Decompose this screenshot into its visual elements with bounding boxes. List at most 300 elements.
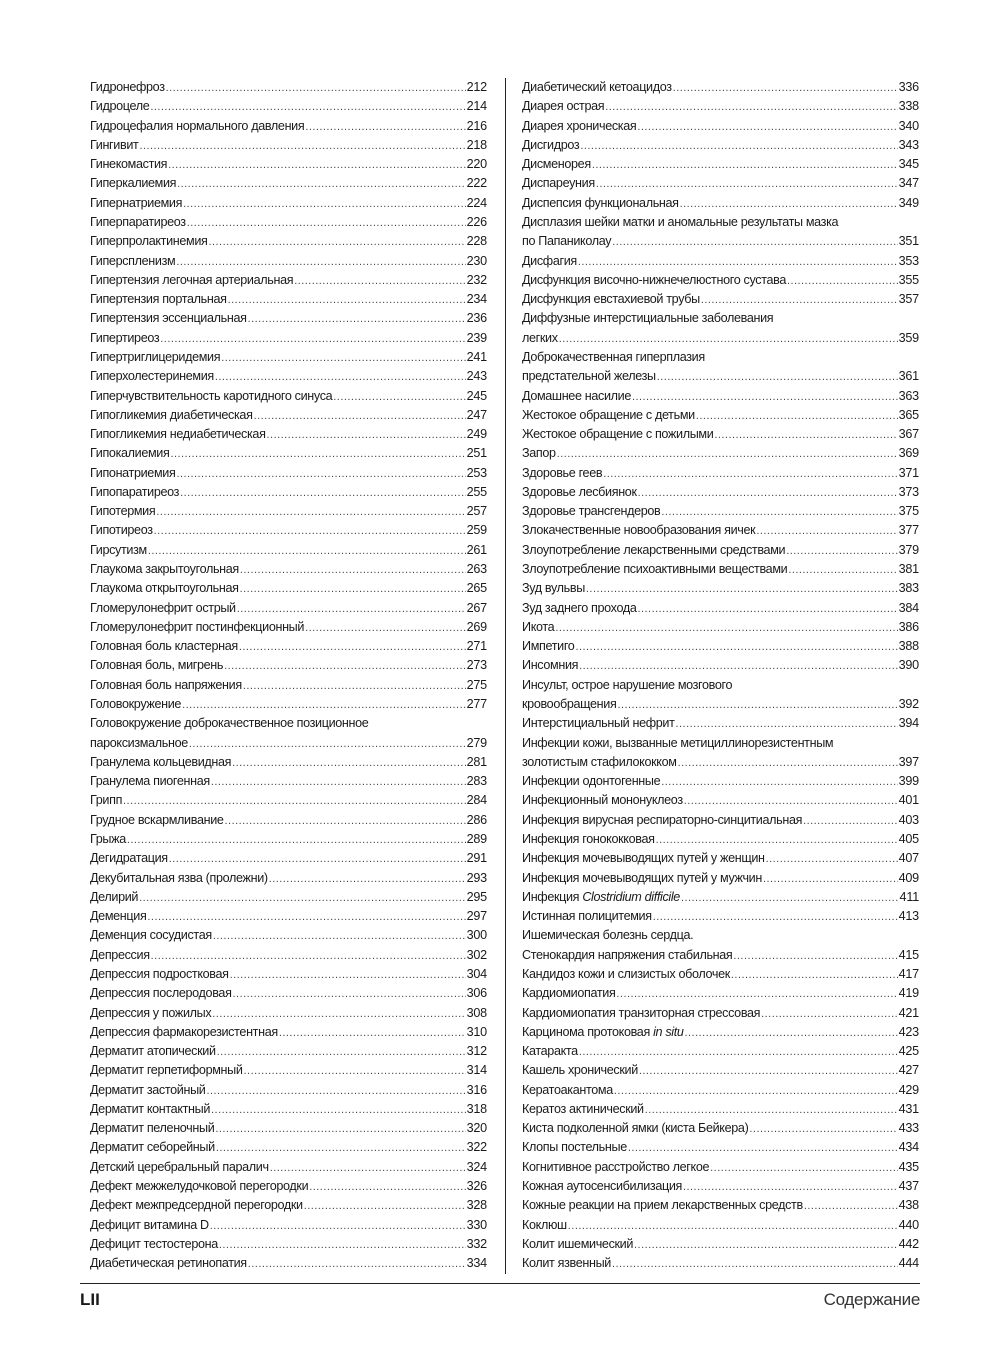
toc-entry-page: 271 <box>466 639 487 654</box>
toc-entry-title: Грыжа <box>90 831 126 846</box>
toc-entry <box>90 329 487 348</box>
toc-entry-page: 384 <box>898 600 919 615</box>
toc-entry <box>522 946 919 965</box>
toc-entry-title: Здоровье геев <box>522 465 603 480</box>
toc-entry <box>522 1216 919 1235</box>
toc-leader-dots <box>211 1100 466 1120</box>
toc-entry-title: Гиперпаратиреоз <box>90 214 186 229</box>
toc-entry-title: Злокачественные новообразования яичек <box>522 523 756 538</box>
toc-leader-dots <box>766 849 898 869</box>
toc-entry-title: Дисгидроз <box>522 137 580 152</box>
toc-entry-title: Стенокардия напряжения стабильная <box>522 947 733 962</box>
toc-entry-title: Колит ишемический <box>522 1236 634 1251</box>
toc-entry-page: 442 <box>898 1236 919 1251</box>
toc-leader-dots <box>169 849 466 869</box>
toc-entry-page: 361 <box>898 369 919 384</box>
toc-entry <box>522 1042 919 1061</box>
toc-entry <box>522 676 919 695</box>
toc-leader-dots <box>714 425 897 445</box>
toc-leader-dots <box>216 1138 466 1158</box>
toc-entry-page: 259 <box>466 523 487 538</box>
toc-entry-page: 314 <box>466 1063 487 1078</box>
toc-entry <box>90 1254 487 1273</box>
toc-entry <box>90 695 487 714</box>
toc-entry-title: Кардиомиопатия транзиторная стрессовая <box>522 1005 761 1020</box>
toc-entry-page: 392 <box>898 697 919 711</box>
toc-entry-page: 415 <box>898 947 919 962</box>
toc-entry-page: 316 <box>466 1082 487 1097</box>
toc-entry-page: 243 <box>466 369 487 384</box>
toc-leader-dots <box>592 155 898 175</box>
toc-entry <box>90 136 487 155</box>
toc-entry-page: 234 <box>466 292 487 307</box>
toc-leader-dots <box>147 907 465 927</box>
toc-leader-dots <box>206 1081 465 1101</box>
toc-entry-title: Гирсутизм <box>90 542 147 557</box>
toc-entry-title: Гидроцефалия нормального давления <box>90 118 305 133</box>
toc-entry-title: Головокружение <box>90 697 182 711</box>
toc-entry <box>90 888 487 907</box>
toc-entry <box>90 984 487 1003</box>
toc-leader-dots <box>676 714 898 734</box>
toc-entry <box>522 1081 919 1100</box>
toc-entry-title: Злоупотребление лекарственными средствами <box>522 542 786 557</box>
toc-entry-page: 433 <box>898 1121 919 1136</box>
toc-entry <box>522 1177 919 1196</box>
toc-entry <box>90 560 487 579</box>
toc-entry <box>90 1004 487 1023</box>
toc-leader-dots <box>230 965 466 985</box>
toc-entry-title: Зуд заднего прохода <box>522 600 637 615</box>
toc-entry-page: 334 <box>466 1256 487 1271</box>
toc-entry <box>90 464 487 483</box>
toc-entry-title: Кардиомиопатия <box>522 986 616 1001</box>
toc-entry-page: 388 <box>898 639 919 654</box>
toc-leader-dots <box>211 772 466 792</box>
toc-right-column <box>522 78 919 1273</box>
toc-leader-dots <box>248 1254 466 1274</box>
toc-entry-title: Инфекционный мононуклеоз <box>522 793 683 808</box>
toc-entry <box>522 136 919 155</box>
toc-leader-dots <box>681 888 899 908</box>
toc-entry-page: 295 <box>466 889 487 904</box>
toc-leader-dots <box>156 502 465 522</box>
toc-entry <box>90 830 487 849</box>
toc-entry-title: Гипертензия легочная артериальная <box>90 272 294 287</box>
toc-entry-title: Гиперкалиемия <box>90 176 177 191</box>
toc-entry-page: 320 <box>466 1121 487 1136</box>
toc-entry <box>90 1138 487 1157</box>
toc-entry <box>90 618 487 637</box>
toc-entry <box>522 907 919 926</box>
toc-entry <box>90 174 487 193</box>
toc-leader-dots <box>673 78 898 98</box>
toc-leader-dots <box>233 984 466 1004</box>
toc-entry <box>522 78 919 97</box>
toc-entry <box>522 1254 919 1273</box>
toc-entry <box>522 965 919 984</box>
toc-entry-page: 405 <box>898 831 919 846</box>
toc-entry <box>522 1196 919 1215</box>
toc-entry <box>522 521 919 540</box>
toc-entry <box>522 406 919 425</box>
toc-entry <box>90 772 487 791</box>
toc-entry <box>522 984 919 1003</box>
toc-entry-title: Запор <box>522 446 556 461</box>
toc-entry-page: 417 <box>898 966 919 981</box>
toc-entry <box>522 637 919 656</box>
toc-entry-page: 226 <box>466 214 487 229</box>
toc-entry-title: Зуд вульвы <box>522 581 585 596</box>
toc-entry-page: 322 <box>466 1140 487 1155</box>
toc-leader-dots <box>685 1023 898 1043</box>
toc-entry <box>90 1042 487 1061</box>
toc-entry <box>90 194 487 213</box>
toc-entry-page: 236 <box>466 311 487 326</box>
toc-entry-page: 273 <box>466 658 487 673</box>
toc-leader-dots <box>710 1158 897 1178</box>
toc-leader-dots <box>803 811 898 831</box>
toc-entry <box>522 888 919 907</box>
toc-entry-page: 306 <box>466 986 487 1001</box>
toc-entry <box>90 1158 487 1177</box>
toc-entry-title: Инфекция гонококковая <box>522 831 655 846</box>
toc-entry-page: 435 <box>898 1159 919 1174</box>
toc-entry-title: Клопы постельные <box>522 1140 627 1155</box>
toc-leader-dots <box>160 329 465 349</box>
toc-leader-dots <box>176 464 465 484</box>
toc-entry <box>522 560 919 579</box>
toc-entry-page: 261 <box>466 542 487 557</box>
toc-leader-dots <box>786 541 897 561</box>
toc-entry <box>90 521 487 540</box>
toc-leader-dots <box>224 656 465 676</box>
toc-leader-dots <box>749 1119 897 1139</box>
toc-entry-page: 228 <box>466 234 487 249</box>
toc-leader-dots <box>154 521 466 541</box>
toc-leader-dots <box>612 232 897 252</box>
toc-entry-title: Декубитальная язва (пролежни) <box>90 870 268 885</box>
toc-entry-title: Гинекомастия <box>90 157 168 172</box>
toc-leader-dots <box>254 406 466 426</box>
toc-entry-title: золотистым стафилококком <box>522 754 677 769</box>
toc-entry-title: Депрессия <box>90 947 150 962</box>
toc-leader-dots <box>683 1177 898 1197</box>
toc-entry-page: 304 <box>466 966 487 981</box>
toc-entry <box>522 1023 919 1042</box>
toc-entry-title: Злоупотребление психоактивными веществами <box>522 562 788 577</box>
toc-entry <box>522 849 919 868</box>
toc-entry-page: 218 <box>466 137 487 152</box>
toc-leader-dots <box>239 637 466 657</box>
toc-entry-title: Депрессия у пожилых <box>90 1005 212 1020</box>
toc-leader-dots <box>177 174 465 194</box>
toc-entry <box>522 1119 919 1138</box>
toc-entry <box>522 1138 919 1157</box>
toc-entry <box>90 753 487 772</box>
toc-entry <box>90 309 487 328</box>
toc-entry <box>522 714 919 733</box>
toc-leader-dots <box>240 560 466 580</box>
toc-leader-dots <box>645 1100 898 1120</box>
toc-entry <box>90 1023 487 1042</box>
toc-entry <box>90 869 487 888</box>
toc-entry-page: 224 <box>466 195 487 210</box>
toc-entry-page: 275 <box>466 677 487 692</box>
toc-entry-title: легких <box>522 330 558 345</box>
toc-entry-title: Грипп <box>90 793 123 808</box>
toc-entry-title: Деменция сосудистая <box>90 928 212 943</box>
toc-leader-dots <box>616 984 897 1004</box>
toc-entry <box>522 213 919 232</box>
toc-entry <box>90 406 487 425</box>
toc-leader-dots <box>244 1061 466 1081</box>
toc-entry-page: 386 <box>898 619 919 634</box>
toc-leader-dots <box>804 1196 898 1216</box>
toc-entry-title: Дерматит пеленочный <box>90 1121 215 1136</box>
toc-entry <box>522 483 919 502</box>
toc-entry-page: 330 <box>466 1217 487 1232</box>
toc-entry-page: 437 <box>898 1179 919 1194</box>
toc-entry-title: кровообращения <box>522 697 617 711</box>
toc-leader-dots <box>559 329 898 349</box>
toc-entry-page: 302 <box>466 947 487 962</box>
toc-leader-dots <box>182 695 465 715</box>
toc-leader-dots <box>240 579 466 599</box>
toc-entry-page: 365 <box>898 407 919 422</box>
toc-entry-page: 338 <box>898 99 919 114</box>
toc-leader-dots <box>294 271 465 291</box>
toc-entry-title: Гипотиреоз <box>90 523 153 538</box>
toc-entry-page: 427 <box>898 1063 919 1078</box>
toc-entry-page: 220 <box>466 157 487 172</box>
toc-entry <box>522 1100 919 1119</box>
toc-entry-page: 397 <box>898 754 919 769</box>
toc-entry <box>90 502 487 521</box>
toc-entry-title: Диффузные интерстициальные заболевания <box>522 311 774 326</box>
toc-entry <box>90 271 487 290</box>
toc-entry <box>522 271 919 290</box>
toc-leader-dots <box>638 599 898 619</box>
toc-entry <box>522 791 919 810</box>
toc-entry-title: Гипогликемия недиабетическая <box>90 427 266 442</box>
toc-entry <box>522 695 919 714</box>
toc-entry-page: 267 <box>466 600 487 615</box>
toc-leader-dots <box>225 811 466 831</box>
toc-leader-dots <box>731 965 898 985</box>
toc-entry-title: Карцинома протоковая in situ <box>522 1024 684 1039</box>
toc-entry <box>90 483 487 502</box>
toc-entry <box>90 656 487 675</box>
toc-entry-page: 375 <box>898 504 919 519</box>
toc-entry <box>90 155 487 174</box>
toc-leader-dots <box>578 252 898 272</box>
toc-entry <box>90 1216 487 1235</box>
toc-leader-dots <box>580 136 897 156</box>
toc-entry-page: 351 <box>898 234 919 249</box>
toc-leader-dots <box>180 483 466 503</box>
toc-leader-dots <box>176 252 465 272</box>
toc-entry-title: Глаукома закрытоугольная <box>90 562 239 577</box>
toc-leader-dots <box>639 1061 898 1081</box>
toc-entry-title: Дисфункция височно-нижнечелюстного сустава <box>522 272 786 287</box>
toc-entry <box>90 1235 487 1254</box>
toc-entry-title: Гранулема кольцевидная <box>90 754 232 769</box>
toc-leader-dots <box>237 599 466 619</box>
toc-leader-dots <box>213 926 466 946</box>
toc-entry-title: Гипертензия эссенциальная <box>90 311 247 326</box>
toc-entry <box>522 734 919 753</box>
toc-entry-page: 245 <box>466 388 487 403</box>
toc-entry <box>90 907 487 926</box>
toc-entry-page: 409 <box>898 870 919 885</box>
toc-entry-page: 297 <box>466 909 487 924</box>
toc-entry <box>522 579 919 598</box>
toc-entry <box>522 348 919 367</box>
footer-rule <box>80 1283 920 1284</box>
toc-leader-dots <box>187 213 466 233</box>
toc-entry-title: Здоровье трансгендеров <box>522 504 661 519</box>
toc-entry-page: 212 <box>466 80 487 94</box>
toc-leader-dots <box>309 1177 465 1197</box>
toc-leader-dots <box>612 1254 898 1274</box>
toc-entry-title: Головная боль кластерная <box>90 639 238 654</box>
toc-entry-title: Головная боль, мигрень <box>90 658 224 673</box>
toc-entry-title: Инфекция вирусная респираторно-синцитиальная <box>522 812 803 827</box>
toc-entry-page: 411 <box>899 889 919 904</box>
toc-entry-title: Кожные реакции на прием лекарственных средств <box>522 1198 803 1213</box>
toc-leader-dots <box>733 946 897 966</box>
toc-entry-title: Кожная аутосенсибилизация <box>522 1179 683 1194</box>
toc-entry-title: Инсульт, острое нарушение мозгового <box>522 677 733 692</box>
toc-entry-title: Гипотермия <box>90 504 156 519</box>
toc-leader-dots <box>684 791 898 811</box>
toc-leader-dots <box>232 753 465 773</box>
toc-entry-page: 214 <box>466 99 487 114</box>
toc-leader-dots <box>270 1158 466 1178</box>
toc-entry-page: 423 <box>898 1024 919 1039</box>
toc-leader-dots <box>217 1042 466 1062</box>
toc-entry-page: 308 <box>466 1005 487 1020</box>
toc-entry-title: Диспепсия функциональная <box>522 195 679 210</box>
toc-entry-title: Дисплазия шейки матки и аномальные результаты мазка <box>522 214 839 229</box>
toc-entry-page: 283 <box>466 774 487 789</box>
toc-leader-dots <box>696 406 898 426</box>
toc-leader-dots <box>305 117 465 137</box>
toc-entry-title: Дисменорея <box>522 157 591 172</box>
toc-leader-dots <box>212 1004 465 1024</box>
toc-leader-dots <box>148 541 466 561</box>
toc-leader-dots <box>151 946 466 966</box>
toc-leader-dots <box>653 907 898 927</box>
toc-entry <box>90 367 487 386</box>
toc-leader-dots <box>221 348 465 368</box>
toc-leader-dots <box>189 734 466 754</box>
toc-entry-page: 383 <box>898 581 919 596</box>
toc-entry-page: 403 <box>898 812 919 827</box>
toc-entry-title: Коклюш <box>522 1217 567 1232</box>
toc-entry-title: Дефицит витамина D <box>90 1217 209 1232</box>
toc-leader-dots <box>568 1216 898 1236</box>
toc-entry <box>90 444 487 463</box>
toc-entry-title: Кератоз актинический <box>522 1101 644 1116</box>
toc-entry <box>522 464 919 483</box>
toc-entry-page: 230 <box>466 253 487 268</box>
toc-entry-title: Гипертриглицеридемия <box>90 349 221 364</box>
toc-leader-dots <box>215 367 466 387</box>
toc-leader-dots <box>219 1235 466 1255</box>
toc-entry-page: 434 <box>898 1140 919 1155</box>
toc-entry-page: 355 <box>898 272 919 287</box>
toc-entry-title: Гранулема пиогенная <box>90 774 210 789</box>
toc-entry-title: Гиперпролактинемия <box>90 234 208 249</box>
toc-entry-title: Дисфункция евстахиевой трубы <box>522 292 700 307</box>
toc-leader-dots <box>661 502 897 522</box>
toc-leader-dots <box>304 1196 466 1216</box>
toc-entry-page: 310 <box>466 1024 487 1039</box>
toc-entry-title: Жестокое обращение с детьми <box>522 407 695 422</box>
toc-entry <box>90 97 487 116</box>
toc-entry-page: 249 <box>466 427 487 442</box>
toc-entry <box>522 772 919 791</box>
toc-entry <box>90 926 487 945</box>
toc-entry <box>522 926 919 945</box>
toc-entry-title: Икота <box>522 619 555 634</box>
toc-entry-title: Дефект межжелудочковой перегородки <box>90 1179 309 1194</box>
toc-entry <box>522 194 919 213</box>
toc-entry-title: Здоровье лесбиянок <box>522 484 637 499</box>
toc-leader-dots <box>305 618 466 638</box>
toc-entry-title: Диабетическая ретинопатия <box>90 1256 247 1271</box>
toc-entry-page: 324 <box>466 1159 487 1174</box>
toc-leader-dots <box>269 869 466 889</box>
toc-leader-dots <box>333 387 465 407</box>
toc-entry-title: пароксизмальное <box>90 735 188 750</box>
toc-entry-page: 332 <box>466 1236 487 1251</box>
toc-entry-title: Интерстициальный нефрит <box>522 716 675 731</box>
toc-entry <box>90 252 487 271</box>
toc-entry <box>522 309 919 328</box>
toc-entry-title: Глаукома открытоугольная <box>90 581 239 596</box>
toc-entry <box>522 232 919 251</box>
toc-entry-title: Инфекции кожи, вызванные метициллинорезистентным <box>522 735 834 750</box>
toc-entry <box>522 753 919 772</box>
toc-entry <box>522 1158 919 1177</box>
toc-entry-title: предстательной железы <box>522 369 656 384</box>
toc-entry <box>522 387 919 406</box>
toc-entry-title: Гиперхолестеринемия <box>90 369 214 384</box>
toc-leader-dots <box>634 1235 898 1255</box>
toc-entry <box>522 869 919 888</box>
toc-entry <box>90 213 487 232</box>
toc-entry-page: 357 <box>898 292 919 307</box>
toc-leader-dots <box>166 78 466 98</box>
toc-leader-dots <box>596 174 898 194</box>
toc-entry <box>522 656 919 675</box>
toc-entry-title: Детский церебральный паралич <box>90 1159 269 1174</box>
toc-entry-title: Гипокалиемия <box>90 446 170 461</box>
toc-entry-page: 421 <box>898 1005 919 1020</box>
toc-leader-dots <box>139 136 465 156</box>
toc-entry-title: Инфекция мочевыводящих путей у женщин <box>522 851 765 866</box>
toc-entry <box>90 117 487 136</box>
toc-leader-dots <box>279 1023 466 1043</box>
toc-entry <box>90 1061 487 1080</box>
toc-leader-dots <box>243 676 466 696</box>
toc-entry <box>90 232 487 251</box>
toc-entry <box>90 811 487 830</box>
toc-entry-page: 279 <box>466 735 487 750</box>
